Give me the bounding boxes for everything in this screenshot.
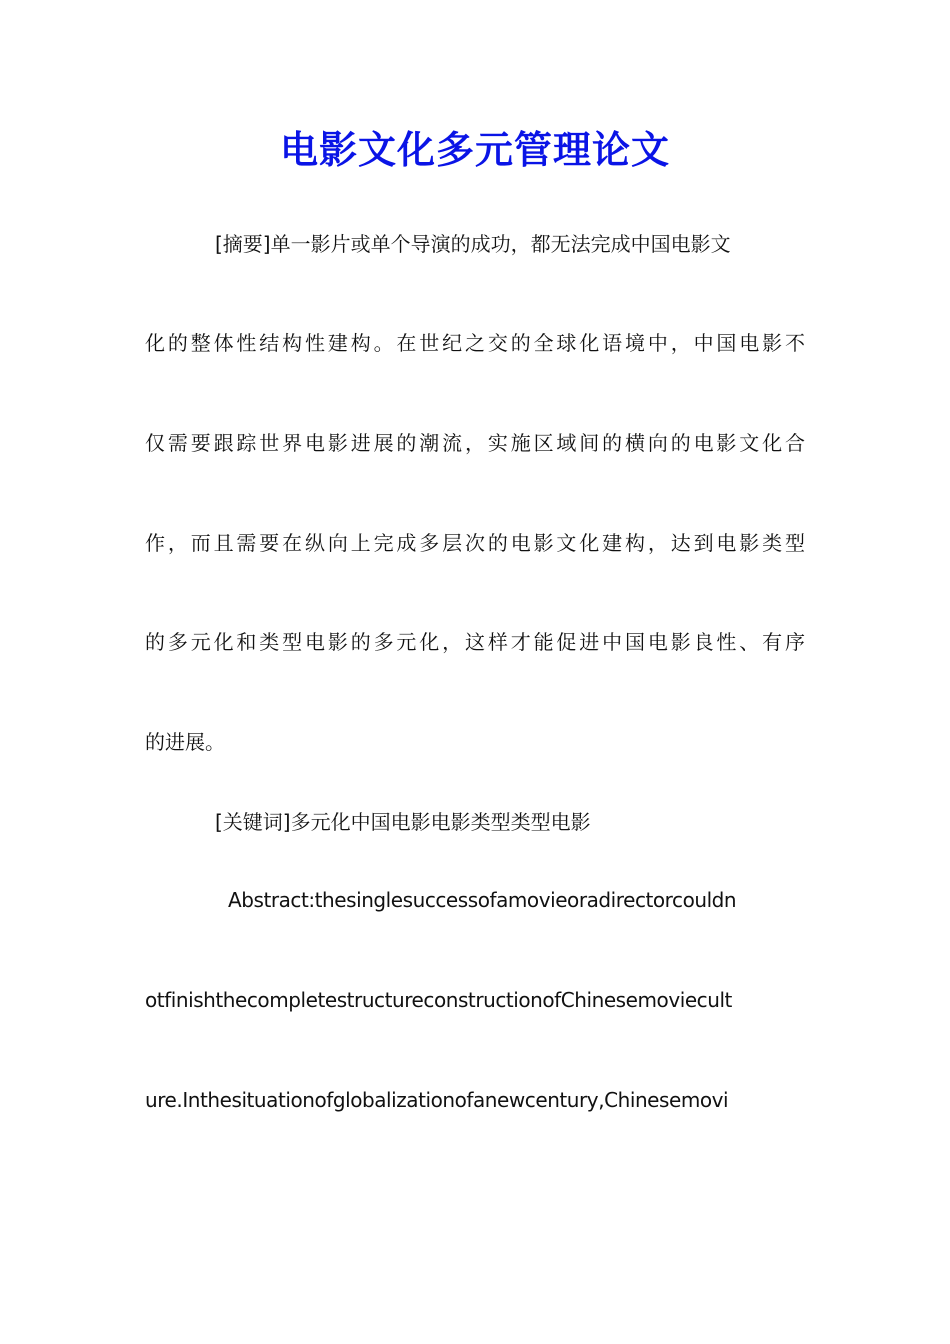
abstract-line-4: 作，而且需要在纵向上完成多层次的电影文化建构，达到电影类型 <box>145 531 805 555</box>
abstract-line-1: [摘要]单一影片或单个导演的成功，都无法完成中国电影文 <box>215 232 731 256</box>
abstract-line-2: 化的整体性结构性建构。在世纪之交的全球化语境中，中国电影不 <box>145 331 805 355</box>
keywords-line: [关键词]多元化中国电影电影类型类型电影 <box>215 810 591 834</box>
english-abstract-line-2: otfinishthecompletestructureconstructionofChinesemoviecult <box>145 988 732 1012</box>
abstract-line-6: 的进展。 <box>145 730 225 754</box>
english-abstract-line-1: Abstract:thesinglesuccessofamovieoradirectorcouldn <box>228 888 737 912</box>
english-abstract-line-3: ure.Inthesituationofglobalizationofanewcentury,Chinesemovi <box>145 1088 729 1112</box>
document-title: 电影文化多元管理论文 <box>279 127 670 172</box>
abstract-line-3: 仅需要跟踪世界电影进展的潮流，实施区域间的横向的电影文化合 <box>145 431 805 455</box>
abstract-line-5: 的多元化和类型电影的多元化，这样才能促进中国电影良性、有序 <box>145 630 805 654</box>
